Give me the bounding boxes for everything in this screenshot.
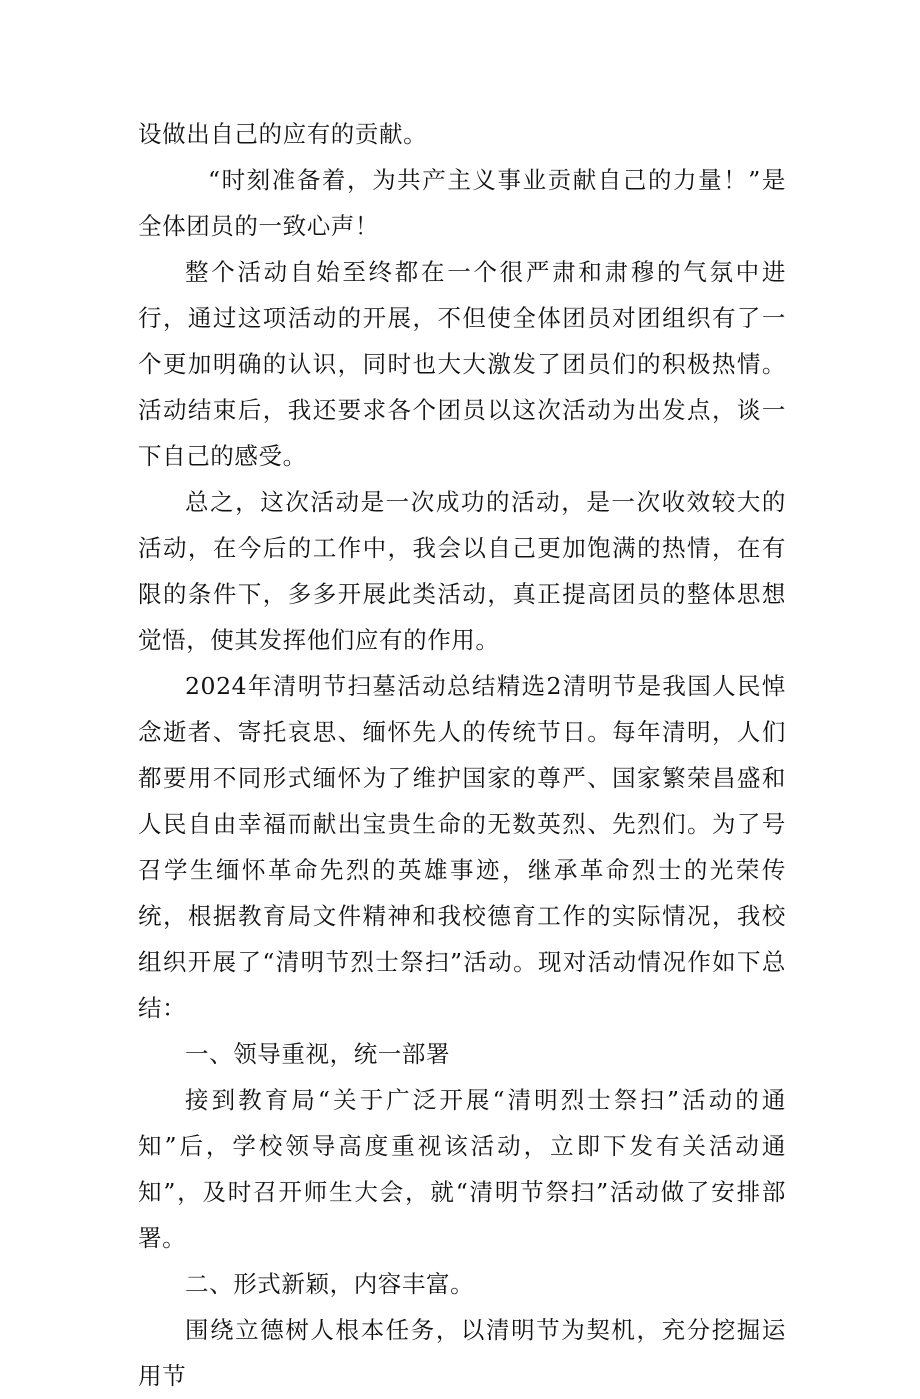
paragraph-1: 设做出自己的应有的贡献。 <box>138 120 428 148</box>
section-heading-2: 二、形式新颖，内容丰富。 <box>185 1270 475 1298</box>
paragraph-4: 总之，这次活动是一次成功的活动，是一次收效较大的活动，在今后的工作中，我会以自己更加饱满的热情，在有限的条件下，多多开展此类活动，真正提高团员的整体思想觉悟，使其发挥他们应有的作用。 <box>138 488 786 654</box>
paragraph-2: “时刻准备着，为共产主义事业贡献自己的力量！”是全体团员的一致心声！ <box>138 166 786 240</box>
paragraph-7: 接到教育局“关于广泛开展“清明烈士祭扫”活动的通知”后，学校领导高度重视该活动，立即下发有关活动通知”，及时召开师生大会，就“清明节祭扫”活动做了安排部署。 <box>138 1086 786 1252</box>
paragraph-3: 整个活动自始至终都在一个很严肃和肃穆的气氛中进行，通过这项活动的开展，不但使全体团员对团组织有了一个更加明确的认识，同时也大大激发了团员们的积极热情。活动结束后，我还要求各个团员以这次活动为出发点，谈一下自己的感受。 <box>138 258 786 470</box>
paragraph-9: 围绕立德树人根本任务，以清明节为契机，充分挖掘运用节 <box>138 1316 786 1390</box>
section-heading-1: 一、领导重视，统一部署 <box>185 1040 451 1068</box>
paragraph-5: 2024年清明节扫墓活动总结精选2清明节是我国人民悼念逝者、寄托哀思、缅怀先人的传统节日。每年清明，人们都要用不同形式缅怀为了维护国家的尊严、国家繁荣昌盛和人民自由幸福而献出宝贵生命的无数英烈、先烈们。为了号召学生缅怀革命先烈的英雄事迹，继承革命烈士的光荣传统，根据教育局文件精神和我校德育工作的实际情况，我校组织开展了“清明节烈士祭扫”活动。现对活动情况作如下总结： <box>138 672 786 1022</box>
document-body <box>138 111 786 1399</box>
